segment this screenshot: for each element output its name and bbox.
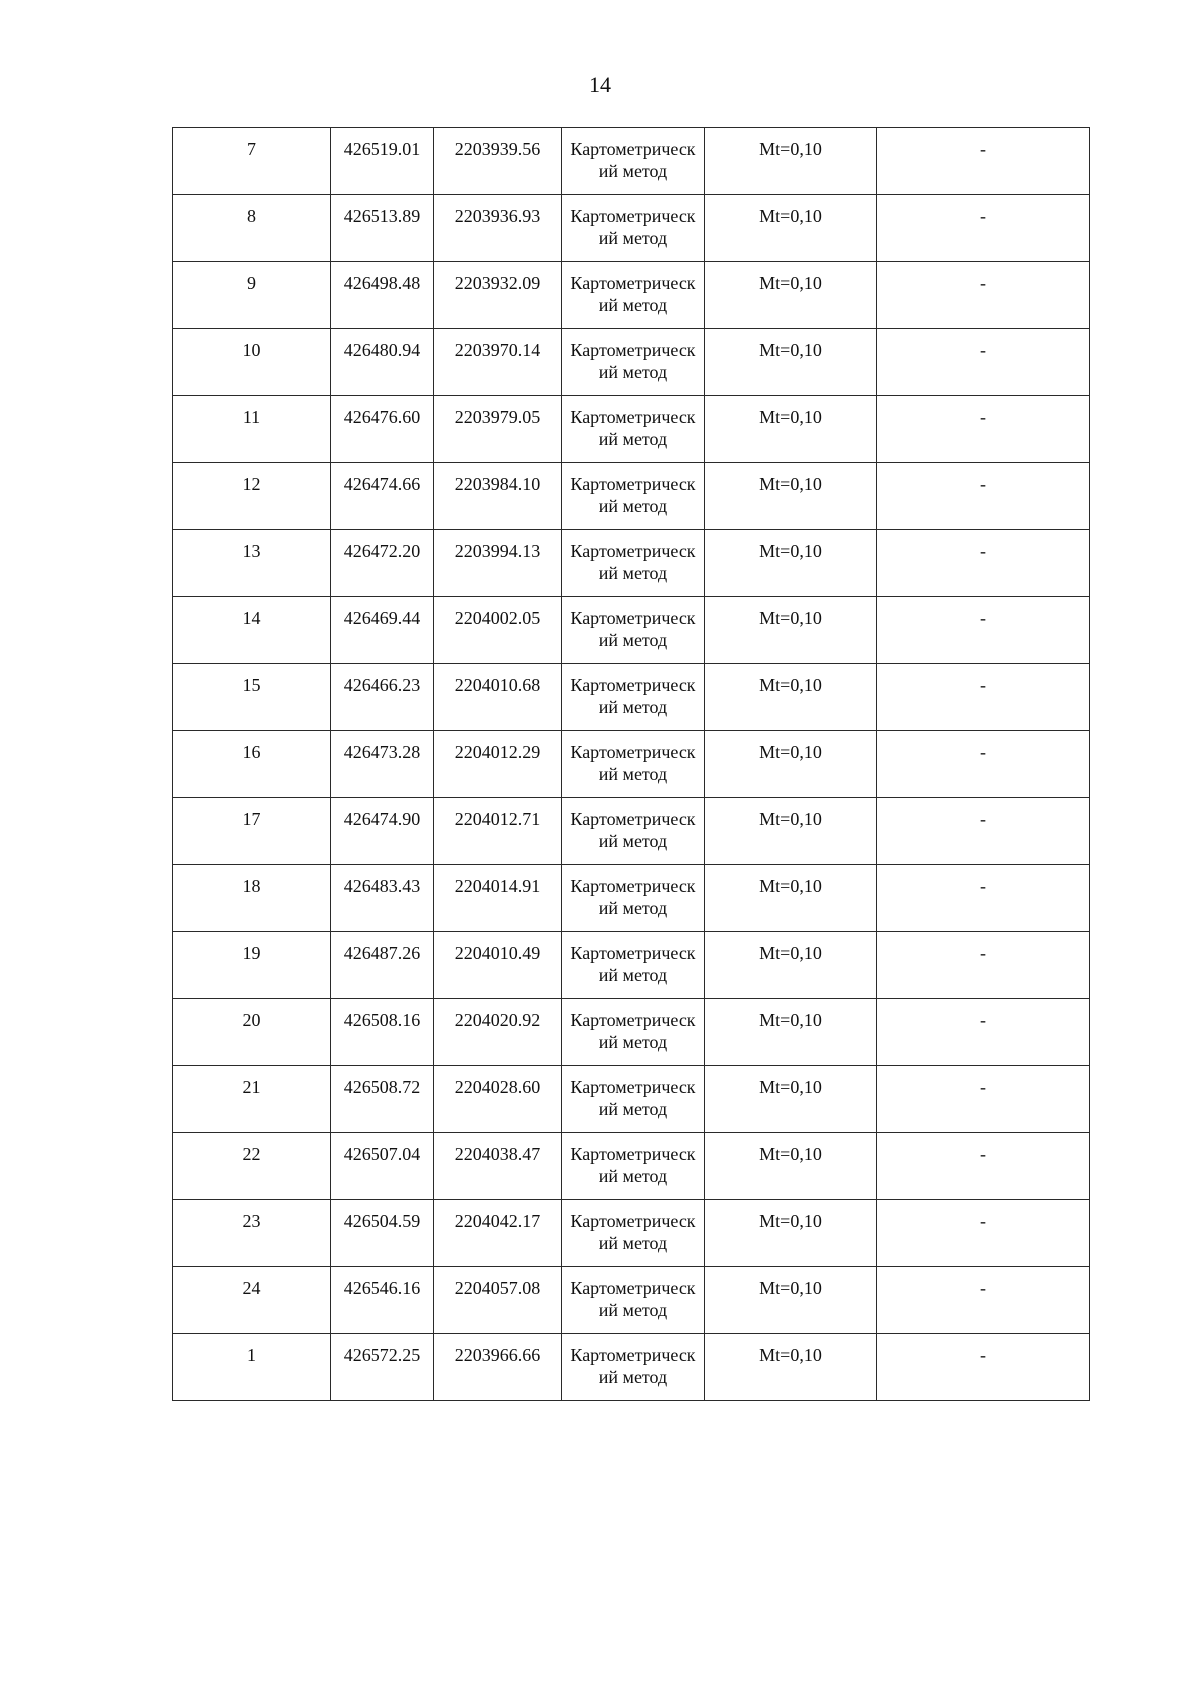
table-row xyxy=(173,396,1090,463)
method-text: Картометрический метод xyxy=(570,541,696,583)
x-coordinate-cell: 426507.04 xyxy=(331,1133,434,1200)
table-row xyxy=(173,865,1090,932)
y-coordinate-cell: 2204020.92 xyxy=(434,999,562,1066)
description-cell: - xyxy=(877,1066,1090,1133)
x-coordinate-cell: 426572.25 xyxy=(331,1334,434,1401)
point-number-cell: 16 xyxy=(173,731,331,798)
table-row xyxy=(173,731,1090,798)
point-number-cell: 9 xyxy=(173,262,331,329)
table-row xyxy=(173,1267,1090,1334)
table-row xyxy=(173,999,1090,1066)
point-number-cell: 7 xyxy=(173,128,331,195)
y-coordinate-cell: 2204010.49 xyxy=(434,932,562,999)
description-cell: - xyxy=(877,731,1090,798)
method-cell xyxy=(562,865,705,932)
accuracy-cell: Mt=0,10 xyxy=(705,999,877,1066)
method-cell xyxy=(562,463,705,530)
method-text: Картометрический метод xyxy=(570,1010,696,1052)
x-coordinate-cell: 426508.16 xyxy=(331,999,434,1066)
accuracy-cell: Mt=0,10 xyxy=(705,262,877,329)
method-cell xyxy=(562,128,705,195)
x-coordinate-cell: 426504.59 xyxy=(331,1200,434,1267)
accuracy-cell: Mt=0,10 xyxy=(705,1334,877,1401)
y-coordinate-cell: 2204010.68 xyxy=(434,664,562,731)
accuracy-cell: Mt=0,10 xyxy=(705,731,877,798)
y-coordinate-cell: 2203994.13 xyxy=(434,530,562,597)
method-text: Картометрический метод xyxy=(570,139,696,181)
method-text: Картометрический метод xyxy=(570,1278,696,1320)
method-text: Картометрический метод xyxy=(570,1345,696,1387)
description-cell: - xyxy=(877,128,1090,195)
description-cell: - xyxy=(877,1334,1090,1401)
method-cell xyxy=(562,597,705,664)
description-cell: - xyxy=(877,664,1090,731)
x-coordinate-cell: 426466.23 xyxy=(331,664,434,731)
table-row xyxy=(173,128,1090,195)
table-row xyxy=(173,932,1090,999)
description-cell: - xyxy=(877,1133,1090,1200)
point-number-cell: 22 xyxy=(173,1133,331,1200)
y-coordinate-cell: 2203984.10 xyxy=(434,463,562,530)
method-text: Картометрический метод xyxy=(570,273,696,315)
y-coordinate-cell: 2203979.05 xyxy=(434,396,562,463)
description-cell: - xyxy=(877,396,1090,463)
point-number-cell: 15 xyxy=(173,664,331,731)
point-number-cell: 18 xyxy=(173,865,331,932)
description-cell: - xyxy=(877,999,1090,1066)
accuracy-cell: Mt=0,10 xyxy=(705,798,877,865)
method-text: Картометрический метод xyxy=(570,340,696,382)
x-coordinate-cell: 426508.72 xyxy=(331,1066,434,1133)
x-coordinate-cell: 426498.48 xyxy=(331,262,434,329)
x-coordinate-cell: 426546.16 xyxy=(331,1267,434,1334)
y-coordinate-cell: 2204012.29 xyxy=(434,731,562,798)
accuracy-cell: Mt=0,10 xyxy=(705,597,877,664)
method-cell xyxy=(562,195,705,262)
method-cell xyxy=(562,1334,705,1401)
method-text: Картометрический метод xyxy=(570,1211,696,1253)
table-row xyxy=(173,530,1090,597)
y-coordinate-cell: 2203970.14 xyxy=(434,329,562,396)
table-row xyxy=(173,1066,1090,1133)
description-cell: - xyxy=(877,262,1090,329)
description-cell: - xyxy=(877,597,1090,664)
coordinates-table xyxy=(172,127,1090,1401)
accuracy-cell: Mt=0,10 xyxy=(705,932,877,999)
method-text: Картометрический метод xyxy=(570,675,696,717)
y-coordinate-cell: 2203932.09 xyxy=(434,262,562,329)
method-text: Картометрический метод xyxy=(570,407,696,449)
x-coordinate-cell: 426519.01 xyxy=(331,128,434,195)
method-cell xyxy=(562,731,705,798)
table-row xyxy=(173,1200,1090,1267)
accuracy-cell: Mt=0,10 xyxy=(705,463,877,530)
x-coordinate-cell: 426476.60 xyxy=(331,396,434,463)
y-coordinate-cell: 2204028.60 xyxy=(434,1066,562,1133)
method-cell xyxy=(562,262,705,329)
y-coordinate-cell: 2203936.93 xyxy=(434,195,562,262)
description-cell: - xyxy=(877,1267,1090,1334)
point-number-cell: 14 xyxy=(173,597,331,664)
method-cell xyxy=(562,1066,705,1133)
method-text: Картометрический метод xyxy=(570,206,696,248)
method-cell xyxy=(562,396,705,463)
x-coordinate-cell: 426474.66 xyxy=(331,463,434,530)
point-number-cell: 10 xyxy=(173,329,331,396)
x-coordinate-cell: 426480.94 xyxy=(331,329,434,396)
y-coordinate-cell: 2204012.71 xyxy=(434,798,562,865)
description-cell: - xyxy=(877,329,1090,396)
table-row xyxy=(173,329,1090,396)
y-coordinate-cell: 2204042.17 xyxy=(434,1200,562,1267)
table-row xyxy=(173,195,1090,262)
table-row xyxy=(173,664,1090,731)
point-number-cell: 8 xyxy=(173,195,331,262)
accuracy-cell: Mt=0,10 xyxy=(705,664,877,731)
point-number-cell: 21 xyxy=(173,1066,331,1133)
x-coordinate-cell: 426473.28 xyxy=(331,731,434,798)
point-number-cell: 20 xyxy=(173,999,331,1066)
x-coordinate-cell: 426474.90 xyxy=(331,798,434,865)
description-cell: - xyxy=(877,798,1090,865)
page-number: 14 xyxy=(589,72,611,97)
point-number-cell: 11 xyxy=(173,396,331,463)
table-row xyxy=(173,262,1090,329)
method-cell xyxy=(562,329,705,396)
y-coordinate-cell: 2204002.05 xyxy=(434,597,562,664)
method-cell xyxy=(562,1200,705,1267)
description-cell: - xyxy=(877,195,1090,262)
table-row xyxy=(173,597,1090,664)
method-text: Картометрический метод xyxy=(570,809,696,851)
method-text: Картометрический метод xyxy=(570,474,696,516)
point-number-cell: 1 xyxy=(173,1334,331,1401)
table-row xyxy=(173,1133,1090,1200)
point-number-cell: 23 xyxy=(173,1200,331,1267)
accuracy-cell: Mt=0,10 xyxy=(705,1066,877,1133)
description-cell: - xyxy=(877,932,1090,999)
x-coordinate-cell: 426513.89 xyxy=(331,195,434,262)
x-coordinate-cell: 426472.20 xyxy=(331,530,434,597)
point-number-cell: 12 xyxy=(173,463,331,530)
method-cell xyxy=(562,530,705,597)
accuracy-cell: Mt=0,10 xyxy=(705,128,877,195)
method-text: Картометрический метод xyxy=(570,943,696,985)
method-text: Картометрический метод xyxy=(570,1144,696,1186)
y-coordinate-cell: 2203939.56 xyxy=(434,128,562,195)
accuracy-cell: Mt=0,10 xyxy=(705,1200,877,1267)
method-cell xyxy=(562,1133,705,1200)
method-cell xyxy=(562,798,705,865)
table-row xyxy=(173,798,1090,865)
method-text: Картометрический метод xyxy=(570,876,696,918)
method-cell xyxy=(562,932,705,999)
y-coordinate-cell: 2203966.66 xyxy=(434,1334,562,1401)
accuracy-cell: Mt=0,10 xyxy=(705,530,877,597)
method-text: Картометрический метод xyxy=(570,608,696,650)
method-text: Картометрический метод xyxy=(570,1077,696,1119)
point-number-cell: 17 xyxy=(173,798,331,865)
description-cell: - xyxy=(877,530,1090,597)
method-cell xyxy=(562,1267,705,1334)
y-coordinate-cell: 2204057.08 xyxy=(434,1267,562,1334)
table-row xyxy=(173,1334,1090,1401)
point-number-cell: 19 xyxy=(173,932,331,999)
y-coordinate-cell: 2204038.47 xyxy=(434,1133,562,1200)
method-text: Картометрический метод xyxy=(570,742,696,784)
method-cell xyxy=(562,999,705,1066)
coordinates-table-body xyxy=(173,128,1090,1401)
point-number-cell: 24 xyxy=(173,1267,331,1334)
description-cell: - xyxy=(877,865,1090,932)
x-coordinate-cell: 426487.26 xyxy=(331,932,434,999)
x-coordinate-cell: 426483.43 xyxy=(331,865,434,932)
method-cell xyxy=(562,664,705,731)
accuracy-cell: Mt=0,10 xyxy=(705,865,877,932)
accuracy-cell: Mt=0,10 xyxy=(705,1267,877,1334)
description-cell: - xyxy=(877,1200,1090,1267)
x-coordinate-cell: 426469.44 xyxy=(331,597,434,664)
description-cell: - xyxy=(877,463,1090,530)
accuracy-cell: Mt=0,10 xyxy=(705,195,877,262)
point-number-cell: 13 xyxy=(173,530,331,597)
accuracy-cell: Mt=0,10 xyxy=(705,329,877,396)
accuracy-cell: Mt=0,10 xyxy=(705,396,877,463)
y-coordinate-cell: 2204014.91 xyxy=(434,865,562,932)
table-row xyxy=(173,463,1090,530)
accuracy-cell: Mt=0,10 xyxy=(705,1133,877,1200)
